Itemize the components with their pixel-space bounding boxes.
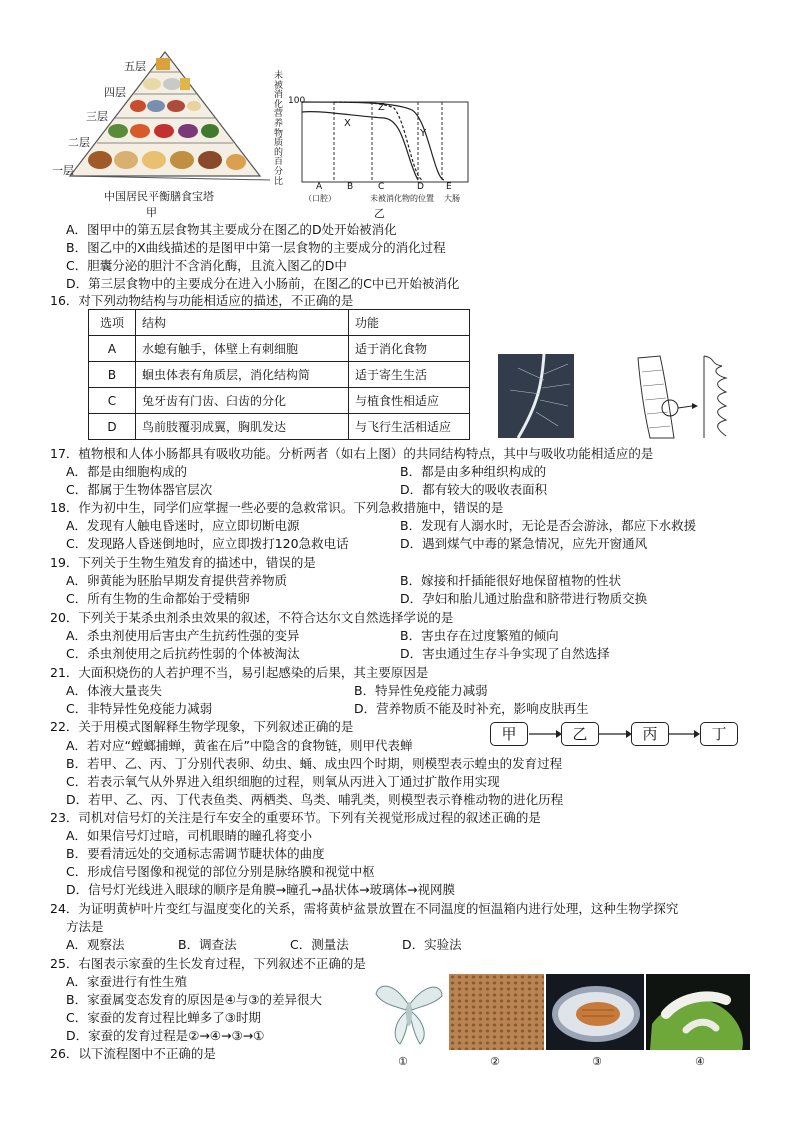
pyramid-level-2: 二层: [68, 136, 90, 149]
q22-option-c: C．若表示氧气从外界进入组织细胞的过程，则氧从丙进入丁通过扩散作用实现: [66, 774, 500, 789]
q19-stem: 19．下列关于生物生殖发育的描述中，错误的是: [50, 555, 316, 570]
q25-option-d: D．家蚕的发育过程是②→④→③→①: [66, 1028, 265, 1043]
q18-stem: 18．作为初中生，同学们应掌握一些必要的急救常识。下列急救措施中，错误的是: [50, 500, 504, 515]
graph-x-tick-d: D: [417, 182, 424, 192]
table-header-cell: 结构: [136, 310, 349, 336]
pyramid-level-5: 五层: [124, 60, 146, 73]
q24-option-a: A．观察法: [66, 937, 125, 952]
q24-option-b: B．调查法: [178, 937, 237, 952]
q24-option-d: D．实验法: [402, 937, 462, 952]
q23-option-a: A．如果信号灯过暗，司机眼睛的瞳孔将变小: [66, 828, 313, 843]
pyramid-caption: 中国居民平衡膳食宝塔: [104, 190, 214, 203]
flow-box-yi: 乙: [561, 722, 599, 746]
q23-option-d: D．信号灯光线进入眼球的顺序是角膜→瞳孔→晶状体→玻璃体→视网膜: [66, 882, 456, 897]
q15-option-d: D．第三层食物中的主要成分在进入小肠前，在图乙的C中已开始被消化: [66, 276, 460, 291]
q21-stem: 21．大面积烧伤的人若护理不当，易引起感染的后果，其主要原因是: [50, 665, 429, 680]
curve-z-label: Z: [378, 102, 385, 113]
q18-option-b: B．发现有人溺水时，无论是否会游泳，都应下水救援: [400, 518, 697, 533]
table-header-cell: 功能: [349, 310, 470, 336]
q17-option-d: D．都有较大的吸收表面积: [400, 482, 548, 497]
graph-x-tick-c: C: [378, 182, 385, 192]
flow-box-bing: 丙: [631, 722, 669, 746]
table-row: [89, 362, 470, 388]
table-cell: 与飞行生活相适应: [349, 414, 470, 440]
q20-option-d: D．害虫通过生存斗争实现了自然选择: [400, 646, 610, 661]
silkworm-moth-image: [372, 974, 446, 1052]
flow-box-ding: 丁: [700, 722, 738, 746]
q24-stem-continued: 方法是: [66, 919, 104, 934]
q23-option-c: C．形成信号图像和视觉的部位分别是脉络膜和视觉中枢: [66, 864, 375, 879]
q15-option-c: C．胆囊分泌的胆汁不含消化酶，且流入图乙的D中: [66, 258, 347, 273]
q23-stem: 23．司机对信号灯的关注是行车安全的重要环节。下列有关视觉形成过程的叙述正确的是: [50, 810, 541, 825]
graph-x-sub-large-intestine: 大肠: [444, 194, 460, 203]
q21-option-b: B．特异性免疫能力减弱: [354, 683, 488, 698]
q22-stem: 22．关于用模式图解释生物学现象，下列叙述正确的是: [50, 719, 354, 734]
q25-option-b: B．家蚕属变态发育的原因是④与③的差异很大: [66, 992, 322, 1007]
q21-option-d: D．营养物质不能及时补充，影响皮肤再生: [354, 701, 589, 716]
q20-option-a: A．杀虫剂使用后害虫产生抗药性强的变异: [66, 628, 300, 643]
table-cell: 水螅有触手，体壁上有刺细胞: [136, 336, 349, 362]
graph-x-tick-b: B: [347, 182, 354, 192]
q16-table: [88, 309, 470, 440]
flow-arrows: [528, 727, 702, 741]
table-cell: D: [89, 414, 136, 440]
q17-option-a: A．都是由细胞构成的: [66, 464, 188, 479]
table-header-cell: 选项: [89, 310, 136, 336]
table-cell: 鸟前肢覆羽成翼，胸肌发达: [136, 414, 349, 440]
silkworm-label-1: ①: [398, 1055, 408, 1068]
q22-option-b: B．若甲、乙、丙、丁分别代表卵、幼虫、蛹、成虫四个时期，则模型表示蝗虫的发育过程: [66, 756, 563, 771]
table-cell: 适于消化食物: [349, 336, 470, 362]
silkworm-label-2: ②: [490, 1055, 500, 1068]
table-cell: C: [89, 388, 136, 414]
table-cell: 兔牙齿有门齿、臼齿的分化: [136, 388, 349, 414]
q20-stem: 20．下列关于某杀虫剂杀虫效果的叙述，不符合达尔文自然选择学说的是: [50, 610, 454, 625]
curve-y-label: Y: [420, 128, 427, 139]
pyramid-label: 甲: [146, 206, 157, 219]
curve-x-label: X: [344, 118, 351, 129]
root-hair-image: [498, 354, 574, 438]
q20-option-b: B．害虫存在过度繁殖的倾向: [400, 628, 559, 643]
q15-option-b: B．图乙中的X曲线描述的是图甲中第一层食物的主要成分的消化过程: [66, 240, 446, 255]
silkworm-pupa-image: [546, 974, 644, 1050]
table-row: [89, 388, 470, 414]
q22-option-d: D．若甲、乙、丙、丁代表鱼类、两栖类、鸟类、哺乳类，则模型表示脊椎动物的进化历程: [66, 792, 564, 807]
q17-option-b: B．都是由多种组织构成的: [400, 464, 547, 479]
table-row: [89, 336, 470, 362]
food-pyramid-figure: [52, 48, 270, 219]
q24-stem: 24．为证明黄栌叶片变红与温度变化的关系，需将黄栌盆景放置在不同温度的恒温箱内进行处理，这种生物学探究: [50, 901, 679, 916]
silkworm-label-3: ③: [592, 1055, 602, 1068]
q25-option-c: C．家蚕的发育过程比蝉多了③时期: [66, 1010, 261, 1025]
q18-option-c: C．发现路人昏迷倒地时，应立即拨打120急救电话: [66, 536, 349, 551]
table-cell: 与植食性相适应: [349, 388, 470, 414]
table-row: [89, 414, 470, 440]
digestion-graph-figure: [274, 72, 474, 218]
pyramid-level-3: 三层: [86, 110, 108, 123]
q23-option-b: B．要看清远处的交通标志需调节睫状体的曲度: [66, 846, 325, 861]
q25-option-a: A．家蚕进行有性生殖: [66, 974, 188, 989]
q19-option-d: D．孕妇和胎儿通过胎盘和脐带进行物质交换: [400, 591, 648, 606]
table-header-row: [89, 310, 470, 336]
graph-x-tick-a: A: [316, 182, 323, 192]
q17-option-c: C．都属于生物体器官层次: [66, 482, 213, 497]
silkworm-label-4: ④: [695, 1055, 705, 1068]
q19-option-a: A．卵黄能为胚胎早期发育提供营养物质: [66, 573, 288, 588]
graph-x-tick-e: E: [446, 182, 452, 192]
silkworm-eggs-image: [449, 974, 544, 1050]
q21-option-a: A．体液大量丧失: [66, 683, 163, 698]
q26-stem: 26．以下流程图中不正确的是: [50, 1046, 216, 1061]
q19-option-b: B．嫁接和扦插能很好地保留植物的性状: [400, 573, 622, 588]
q22-option-a: A．若对应“螳螂捕蝉，黄雀在后”中隐含的食物链，则甲代表蝉: [66, 738, 413, 753]
q15-option-a: A．图甲中的第五层食物其主要成分在图乙的D处开始被消化: [66, 222, 397, 237]
table-cell: B: [89, 362, 136, 388]
q21-option-c: C．非特异性免疫能力减弱: [66, 701, 213, 716]
q24-option-c: C．测量法: [290, 937, 349, 952]
graph-label: 乙: [374, 207, 385, 220]
graph-xlabel: 未被消化物的位置: [370, 194, 434, 203]
graph-x-sub-mouth: （口腔）: [304, 194, 336, 203]
silkworm-larva-image: [646, 974, 750, 1050]
q25-stem: 25．右图表示家蚕的生长发育过程，下列叙述不正确的是: [50, 956, 366, 971]
q20-option-c: C．杀虫剂使用之后抗药性弱的个体被淘汰: [66, 646, 300, 661]
flow-box-jia: 甲: [490, 722, 528, 746]
graph-ylabel: 未 被 消 化 营 养 物 质 的 百 分 比: [274, 71, 284, 187]
q17-stem: 17．植物根和人体小肠都具有吸收功能。分析两者（如右上图）的共同结构特点，其中与吸收功能相适应的是: [50, 446, 654, 461]
table-cell: 适于寄生生活: [349, 362, 470, 388]
q18-option-d: D．遇到煤气中毒的紧急情况，应先开窗通风: [400, 536, 648, 551]
table-cell: 蛔虫体表有角质层，消化结构简: [136, 362, 349, 388]
q18-option-a: A．发现有人触电昏迷时，应立即切断电源: [66, 518, 300, 533]
table-cell: A: [89, 336, 136, 362]
graph-y-tick-100: 100: [288, 96, 306, 106]
q16-stem: 16．对下列动物结构与功能相适应的描述，不正确的是: [50, 293, 354, 308]
q19-option-c: C．所有生物的生命都始于受精卵: [66, 591, 250, 606]
pyramid-level-1: 一层: [52, 164, 74, 177]
small-intestine-image: [630, 352, 734, 442]
pyramid-level-4: 四层: [104, 86, 126, 99]
